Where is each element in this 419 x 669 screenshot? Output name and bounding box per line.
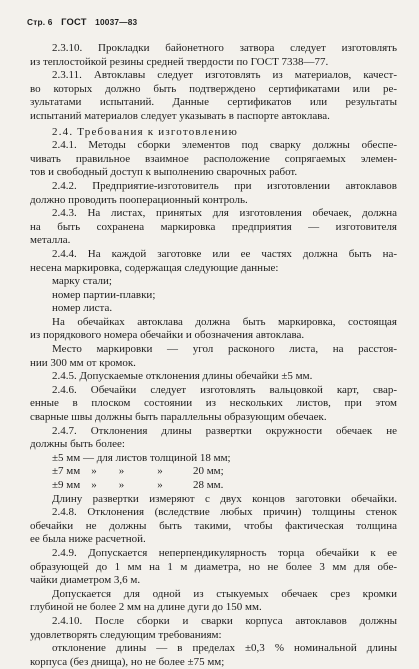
standard-label: ГОСТ (61, 16, 87, 27)
text-line: 2.3.10. Прокладки байонетного затвора следует изготовлять (52, 42, 397, 54)
text-line: чивать правильное взаимное расположение сопрягаемых элемен- (30, 152, 397, 165)
text-line: удовлетворять следующим требованиям: (30, 628, 222, 641)
list-item: номер листа. (52, 302, 113, 315)
text-line: ее была ниже расчетной. (30, 533, 146, 546)
tolerance-row: ±5 мм — для листов толщиной 18 мм; (52, 451, 231, 464)
page-number: Стр. 6 (27, 17, 53, 27)
text-line: обечайки не должны быть такими, чтобы фактическая толщина (30, 519, 397, 532)
text-line: 2.4.8. Отклонения (вследствие любых причин) толщины стенок (52, 506, 397, 519)
text-line: из теплостойкой резины средней твердости по ГОСТ 7338—77. (30, 55, 329, 68)
text-line: Длину развертки измеряют с двух концов заготовки обечайки. (52, 492, 397, 505)
list-item: номер партии-плавки; (52, 288, 156, 301)
text-line: должны быть более: (30, 438, 125, 451)
text-line: сварные швы должны быть параллельны образующим обечаек. (30, 411, 327, 424)
text-line: 2.4.10. После сборки и сварки корпуса автоклавов должны (52, 614, 397, 627)
text-line: тов и свободный доступ к выполнению сварочных работ. (30, 166, 298, 179)
text-line: 2.4.1. Методы сборки элементов под сварку должны обеспе- (52, 139, 397, 152)
tolerance-row: ±9 мм » » » 28 мм. (52, 479, 224, 491)
text-line: глубиной не более 2 мм на длине дуги до 150 мм. (30, 601, 262, 614)
text-line: 2.4.3. На листах, принятых для изготовления обечаек, должна (52, 207, 397, 220)
text-line: должно проводить пооперационный контроль. (30, 193, 248, 206)
text-line: во которых должно быть подтверждено сертификатами или ре- (30, 82, 397, 95)
text-line: на быть сохранена маркировка предприятия — изготовителя (30, 220, 397, 233)
text-line: нии 300 мм от кромок. (30, 356, 136, 369)
document-body (30, 42, 397, 669)
text-line: 2.4.9. Допускается неперпендикулярность торца обечайки к ее (52, 546, 397, 559)
text-line: зультатами испытаний. Данные сертификатов или результаты (30, 96, 397, 109)
text-line: Допускается для одной из стыкуемых обечаек срез кромки (52, 587, 397, 600)
page-header (27, 16, 143, 27)
text-line: испытаний материалов следует указывать в паспорте автоклава. (30, 109, 330, 122)
list-item: марку стали; (52, 275, 112, 288)
text-line: несена маркировка, содержащая следующие данные: (30, 261, 279, 274)
text-line: 2.3.11. Автоклавы следует изготовлять из материалов, качест- (52, 69, 397, 82)
text-line: металла. (30, 234, 71, 247)
text-line: из порядкового номера обечайки и обозначения автоклава. (30, 329, 305, 342)
text-line: 2.4.7. Отклонения длины развертки окружности обечаек не (52, 424, 397, 437)
text-line: На обечайках автоклава должна быть маркировка, состоящая (52, 315, 397, 328)
text-line: корпуса (без днища), но не более ±75 мм; (30, 655, 225, 668)
text-line: енные в плоском состоянии из нескольких листов, при этом (30, 397, 397, 410)
text-line: Место маркировки — угол расконого листа, на расстоя- (52, 343, 397, 356)
text-line: 2.4.6. Обечайки следует изготовлять вальцовкой карт, свар- (52, 383, 397, 396)
tolerance-row: ±7 мм » » » 20 мм; (52, 465, 224, 478)
text-line: 2.4.4. На каждой заготовке или ее частях должна быть на- (52, 247, 397, 260)
text-line: 2.4.2. Предприятие-изготовитель при изготовлении автоклавов (52, 179, 397, 192)
text-line: чайки диаметром 3,6 м. (30, 574, 141, 587)
text-line: 2.4.5. Допускаемые отклонения длины обечайки ±5 мм. (52, 370, 313, 383)
text-line: образующей до 1 мм на 1 м диаметра, но не более 3 мм для обе- (30, 560, 397, 573)
section-heading: 2.4. Требования к изготовлению (52, 125, 239, 138)
text-line: отклонение длины — в пределах ±0,3 % номинальной длины (52, 642, 397, 655)
standard-number: 10037—83 (95, 17, 138, 27)
